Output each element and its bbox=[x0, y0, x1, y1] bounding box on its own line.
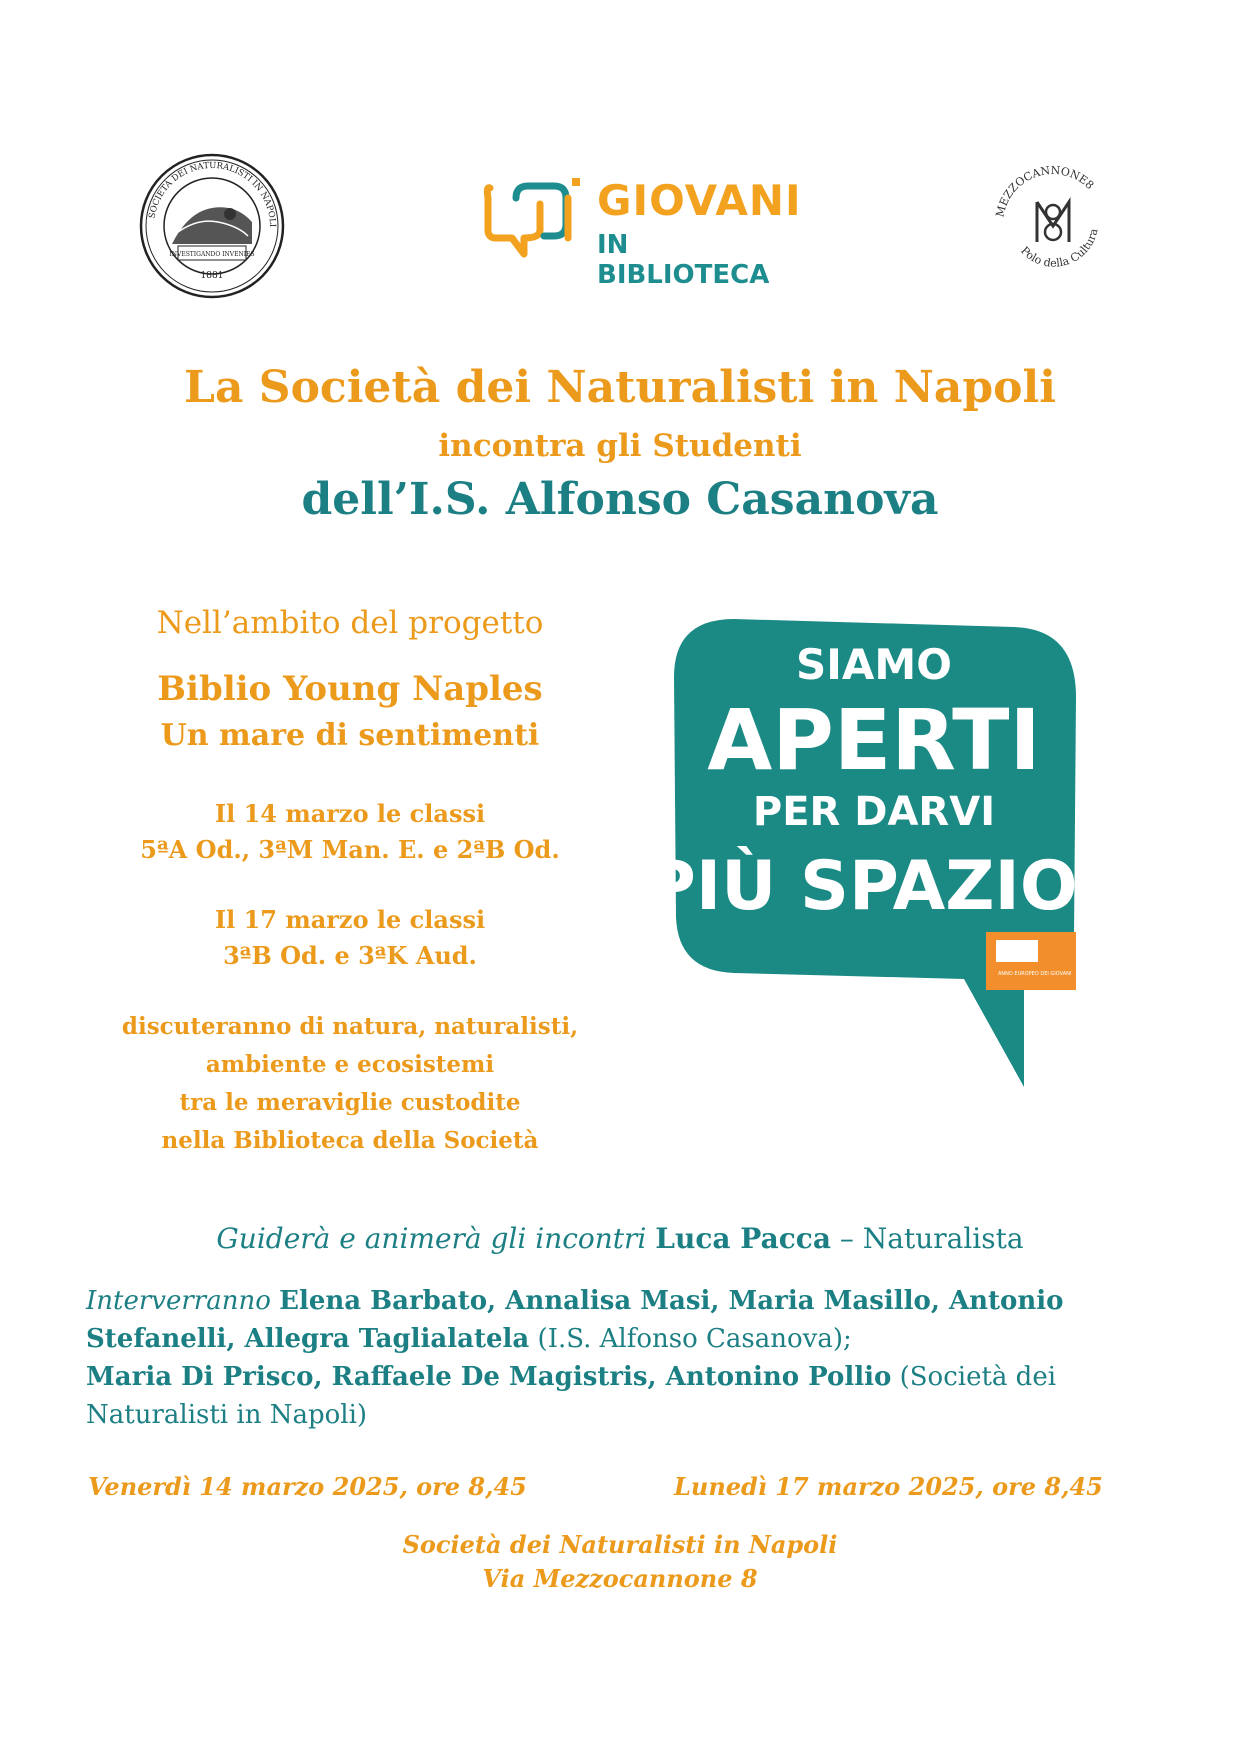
bubble-line-aperti: APERTI bbox=[707, 691, 1041, 789]
discussion-line: ambiente e ecosistemi bbox=[205, 1051, 495, 1078]
speakers-group2-org: (Società dei Naturalisti in Napoli) bbox=[86, 1362, 1057, 1430]
bubble-line-per-darvi: PER DARVI bbox=[752, 789, 996, 835]
mezzocannone-arc-text: MEZZOCANNONE8 bbox=[993, 163, 1097, 219]
classes-17-line1: Il 17 marzo le classi bbox=[214, 905, 486, 934]
giovani-in-biblioteca-logo bbox=[482, 168, 802, 290]
polo-cultura-text: Polo della Cultura bbox=[1018, 227, 1101, 270]
seal-icon bbox=[138, 152, 286, 300]
speakers-group1-org: (I.S. Alfonso Casanova); bbox=[537, 1324, 852, 1354]
speakers-group1: Elena Barbato, Annalisa Masi, Maria Masillo, Antonio Stefanelli, Allegra Taglialatela bbox=[86, 1286, 1064, 1354]
discussion-line: nella Biblioteca della Società bbox=[161, 1127, 539, 1154]
venue-name: Società dei Naturalisti in Napoli bbox=[402, 1530, 838, 1559]
speakers-paragraph bbox=[86, 1282, 1126, 1434]
project-intro: Nell’ambito del progetto bbox=[156, 605, 544, 641]
project-name: Biblio Young Naples bbox=[157, 669, 543, 709]
discussion-text bbox=[60, 1008, 640, 1160]
guide-role: – Naturalista bbox=[839, 1222, 1024, 1255]
classes-14-line2: 5ªA Od., 3ªM Man. E. e 2ªB Od. bbox=[140, 835, 560, 864]
venue-address: Via Mezzocannone 8 bbox=[482, 1564, 758, 1593]
discussion-line: discuteranno di natura, naturalisti, bbox=[121, 1013, 579, 1040]
guide-name: Luca Pacca bbox=[655, 1222, 831, 1255]
mezzocannone-logo bbox=[985, 160, 1120, 285]
venue bbox=[0, 1528, 1240, 1596]
logo-word-in-biblioteca: IN BIBLIOTECA bbox=[597, 230, 770, 290]
siamo-aperti-bubble bbox=[664, 607, 1084, 1087]
date-first: Venerdì 14 marzo 2025, ore 8,45 bbox=[88, 1472, 527, 1501]
date-second: Lunedì 17 marzo 2025, ore 8,45 bbox=[674, 1472, 1103, 1501]
discussion-line: tra le meraviglie custodite bbox=[179, 1089, 521, 1116]
bubble-line-siamo: SIAMO bbox=[796, 640, 952, 689]
classes-14-line1: Il 14 marzo le classi bbox=[214, 799, 486, 828]
bubble-line-piu-spazio: PIÙ SPAZIO. bbox=[664, 847, 1084, 926]
project-tagline: Un mare di sentimenti bbox=[160, 718, 540, 753]
svg-text:Polo della Cultura bbox=[1018, 227, 1100, 270]
naturalisti-seal-logo bbox=[138, 152, 286, 300]
speakers-group2: Maria Di Prisco, Raffaele De Magistris, Antonino Pollio bbox=[86, 1362, 892, 1392]
classes-17-march bbox=[60, 902, 640, 974]
seal-motto: INVESTIGANDO INVENIES bbox=[169, 251, 255, 258]
page-title: La Società dei Naturalisti in Napoli bbox=[184, 362, 1056, 413]
classes-17-line2: 3ªB Od. e 3ªK Aud. bbox=[223, 941, 477, 970]
mezzocannone-monogram-icon bbox=[985, 160, 1120, 285]
classes-14-march bbox=[60, 796, 640, 868]
guide-prefix: Guiderà e animerà gli incontri bbox=[216, 1222, 647, 1255]
logo-word-giovani: GIOVANI bbox=[597, 176, 802, 225]
svg-text:MEZZOCANNONE8 bbox=[993, 164, 1096, 219]
guide-line bbox=[0, 1222, 1240, 1255]
badge-text: ANNO EUROPEO DEI GIOVANI bbox=[998, 971, 1072, 977]
school-name: dell’I.S. Alfonso Casanova bbox=[301, 474, 939, 525]
speakers-prefix: Interverranno bbox=[86, 1286, 271, 1316]
page-subtitle: incontra gli Studenti bbox=[438, 428, 802, 464]
seal-year: 1881 bbox=[200, 271, 224, 281]
seal-ring-text: SOCIETÀ DEI NATURALISTI IN NAPOLI bbox=[147, 160, 278, 228]
speech-bubble-icon bbox=[664, 607, 1084, 1087]
